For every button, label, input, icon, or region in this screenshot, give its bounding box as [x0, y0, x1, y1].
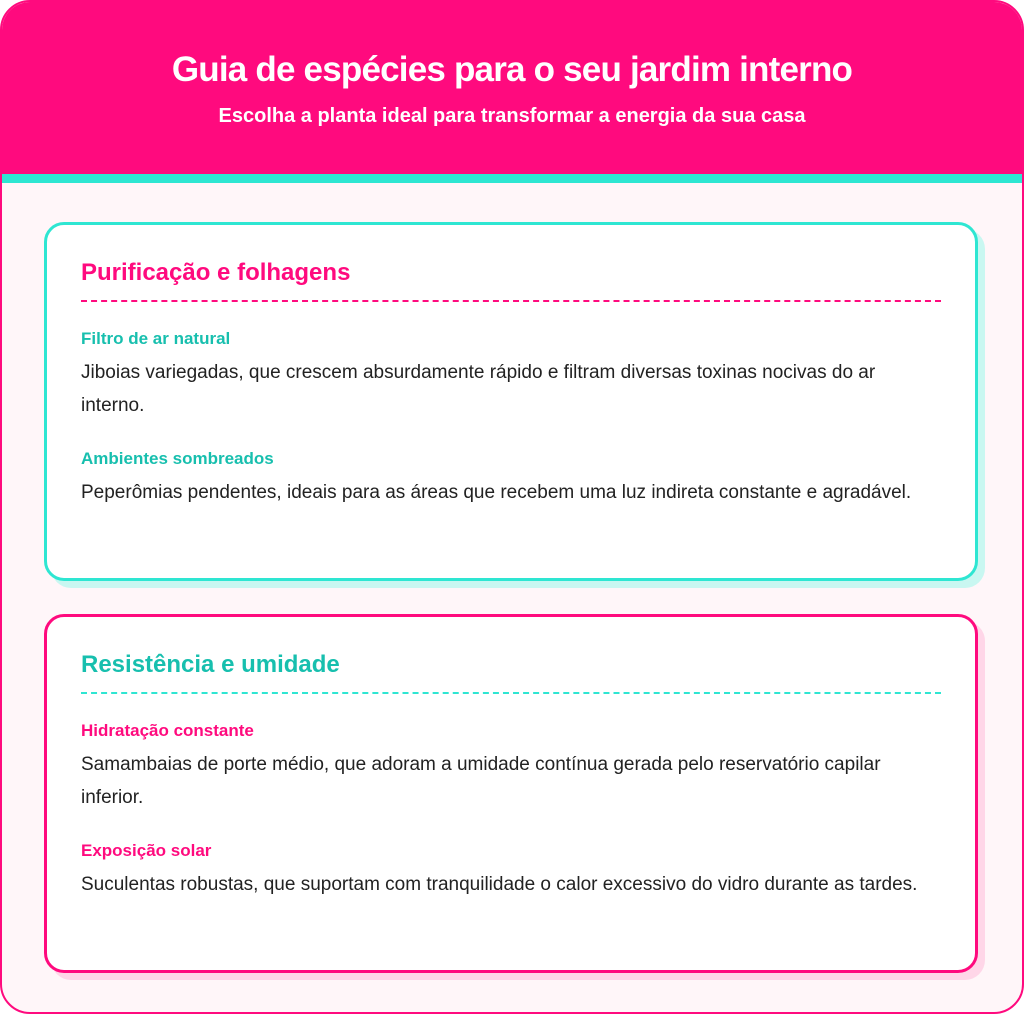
species-label: Exposição solar [81, 841, 212, 860]
section-card-purificacao [44, 222, 978, 581]
species-description: Jiboias variegadas, que crescem absurdamente rápido e filtram diversas toxinas nocivas do ar interno. [81, 362, 876, 416]
species-item [81, 328, 941, 422]
species-label: Ambientes sombreados [81, 449, 274, 468]
species-item [81, 840, 941, 901]
section-title: Resistência e umidade [81, 617, 941, 694]
species-label: Hidratação constante [81, 721, 254, 740]
section-title: Purificação e folhagens [81, 225, 941, 302]
species-label: Filtro de ar natural [81, 329, 231, 348]
section-card-resistencia [44, 614, 978, 973]
species-item [81, 448, 941, 509]
page-subtitle: Escolha a planta ideal para transformar a energia da sua casa [218, 105, 806, 127]
page-header [2, 2, 1022, 183]
page-title: Guia de espécies para o seu jardim interno [171, 50, 853, 89]
species-item [81, 720, 941, 814]
species-description: Suculentas robustas, que suportam com tranquilidade o calor excessivo do vidro durante as tardes. [81, 874, 918, 895]
species-description: Peperômias pendentes, ideais para as áreas que recebem uma luz indireta constante e agradável. [81, 482, 912, 503]
species-description: Samambaias de porte médio, que adoram a umidade contínua gerada pelo reservatório capilar inferior. [81, 754, 881, 808]
